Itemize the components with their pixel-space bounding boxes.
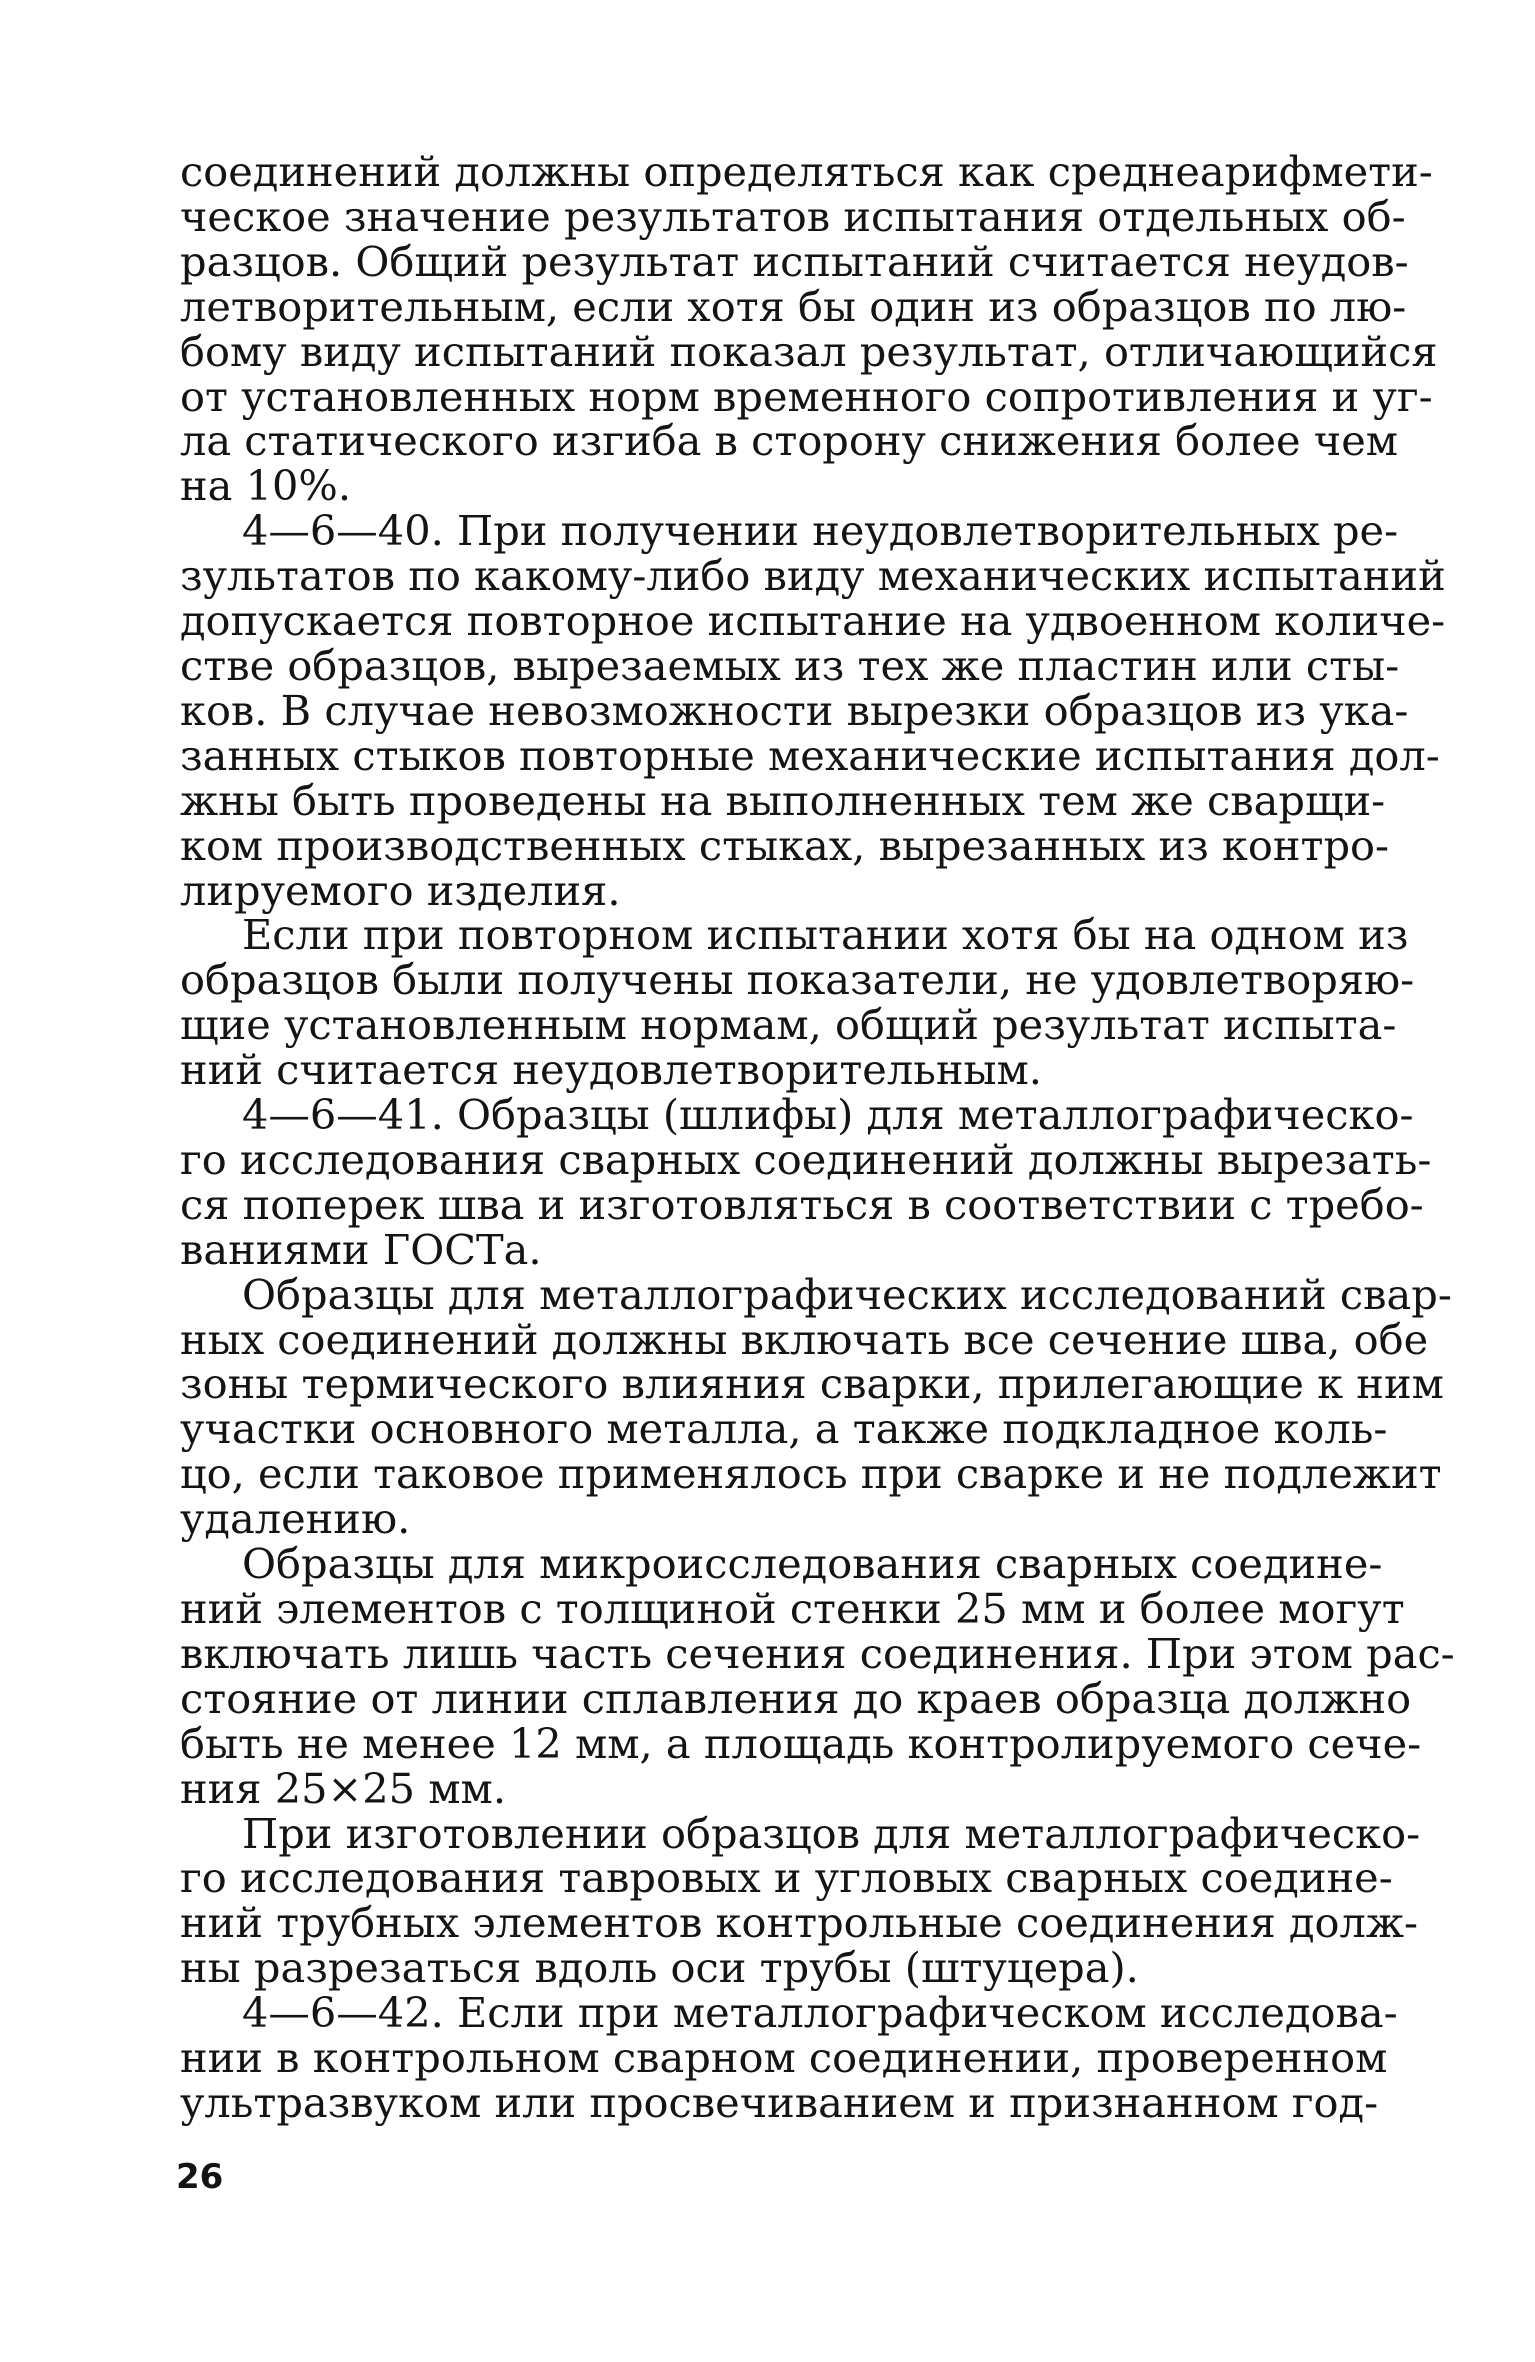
text-line: го исследования тавровых и угловых сварных соедине- — [180, 1853, 1393, 1903]
text-line: ны разрезаться вдоль оси трубы (штуцера). — [180, 1943, 1139, 1993]
text-line: 4—6—42. Если при металлографическом исследова- — [242, 1988, 1398, 2038]
text-line: цо, если таковое применялось при сварке и не подлежит — [180, 1449, 1442, 1499]
text-line: ческое значение результатов испытания отдельных об- — [180, 191, 1406, 241]
text-line: удалению. — [180, 1494, 411, 1544]
page-number: 26 — [176, 2157, 224, 2197]
text-line: зоны термического влияния сварки, прилегающие к ним — [180, 1359, 1444, 1409]
text-line: соединений должны определяться как среднеарифмети- — [180, 147, 1433, 196]
clause-4-6-41 — [180, 1090, 1432, 1274]
text-line: бому виду испытаний показал результат, отличающийся — [180, 326, 1438, 376]
text-line: ла статического изгиба в сторону снижения более чем — [180, 416, 1399, 466]
text-line: Образцы для металлографических исследований свар- — [242, 1269, 1452, 1319]
text-line: ния 25×25 мм. — [180, 1763, 507, 1813]
text-line: участки основного металла, а также подкладное коль- — [180, 1404, 1388, 1454]
text-line: от установленных норм временного сопротивления и уг- — [180, 371, 1433, 421]
text-line: допускается повторное испытание на удвоенном количе- — [180, 596, 1446, 646]
clause-4-6-40 — [180, 506, 1446, 915]
text-line: ков. В случае невозможности вырезки образцов из ука- — [180, 685, 1409, 735]
clause-4-6-41-micro — [180, 1539, 1455, 1813]
text-line: на 10%. — [180, 461, 352, 511]
text-line: ультразвуком или просвечиванием и признанном год- — [180, 2077, 1379, 2127]
text-line: ваниями ГОСТа. — [180, 1224, 542, 1274]
text-line: го исследования сварных соединений должны вырезать- — [180, 1134, 1432, 1184]
clause-4-6-41-scope — [180, 1269, 1452, 1544]
text-line: зультатов по какому-либо виду механических испытаний — [180, 551, 1446, 601]
text-line: ных соединений должны включать все сечение шва, обе — [180, 1314, 1429, 1364]
text-line: ся поперек шва и изготовляться в соответствии с требо- — [180, 1179, 1424, 1229]
text-line: Образцы для микроисследования сварных соедине- — [242, 1539, 1383, 1589]
text-line: ком производственных стыках, вырезанных из контро- — [180, 820, 1390, 870]
text-line: лируемого изделия. — [180, 865, 621, 915]
page-body — [180, 147, 1455, 2127]
clause-4-6-42 — [180, 1988, 1398, 2127]
text-line: образцов были получены показатели, не удовлетворяю- — [180, 955, 1415, 1005]
paragraph-continuation — [180, 147, 1438, 511]
clause-4-6-40-repeat — [180, 910, 1415, 1095]
text-line: летворительным, если хотя бы один из образцов по лю- — [180, 281, 1407, 331]
text-line: ний трубных элементов контрольные соединения долж- — [180, 1898, 1419, 1948]
text-line: включать лишь часть сечения соединения. При этом рас- — [180, 1628, 1455, 1678]
text-line: жны быть проведены на выполненных тем же сварщи- — [180, 775, 1386, 825]
text-line: нии в контрольном сварном соединении, проверенном — [180, 2033, 1388, 2083]
text-line: быть не менее 12 мм, а площадь контролируемого сече- — [180, 1718, 1422, 1768]
text-line: 4—6—40. При получении неудовлетворительных ре- — [242, 506, 1399, 556]
text-line: ний считается неудовлетворительным. — [180, 1045, 1042, 1095]
text-line: Если при повторном испытании хотя бы на одном из — [242, 910, 1409, 960]
text-line: щие установленным нормам, общий результат испыта- — [180, 1000, 1397, 1050]
text-line: 4—6—41. Образцы (шлифы) для металлографическо- — [242, 1090, 1414, 1140]
text-line: разцов. Общий результат испытаний считается неудов- — [180, 236, 1409, 286]
text-line: занных стыков повторные механические испытания дол- — [180, 730, 1440, 780]
text-line: стве образцов, вырезаемых из тех же пластин или сты- — [180, 640, 1400, 690]
clause-4-6-41-tee — [180, 1808, 1421, 1993]
text-line: стояние от линии сплавления до краев образца должно — [180, 1673, 1412, 1723]
text-line: ний элементов с толщиной стенки 25 мм и более могут — [180, 1584, 1405, 1633]
text-line: При изготовлении образцов для металлографическо- — [242, 1808, 1421, 1858]
